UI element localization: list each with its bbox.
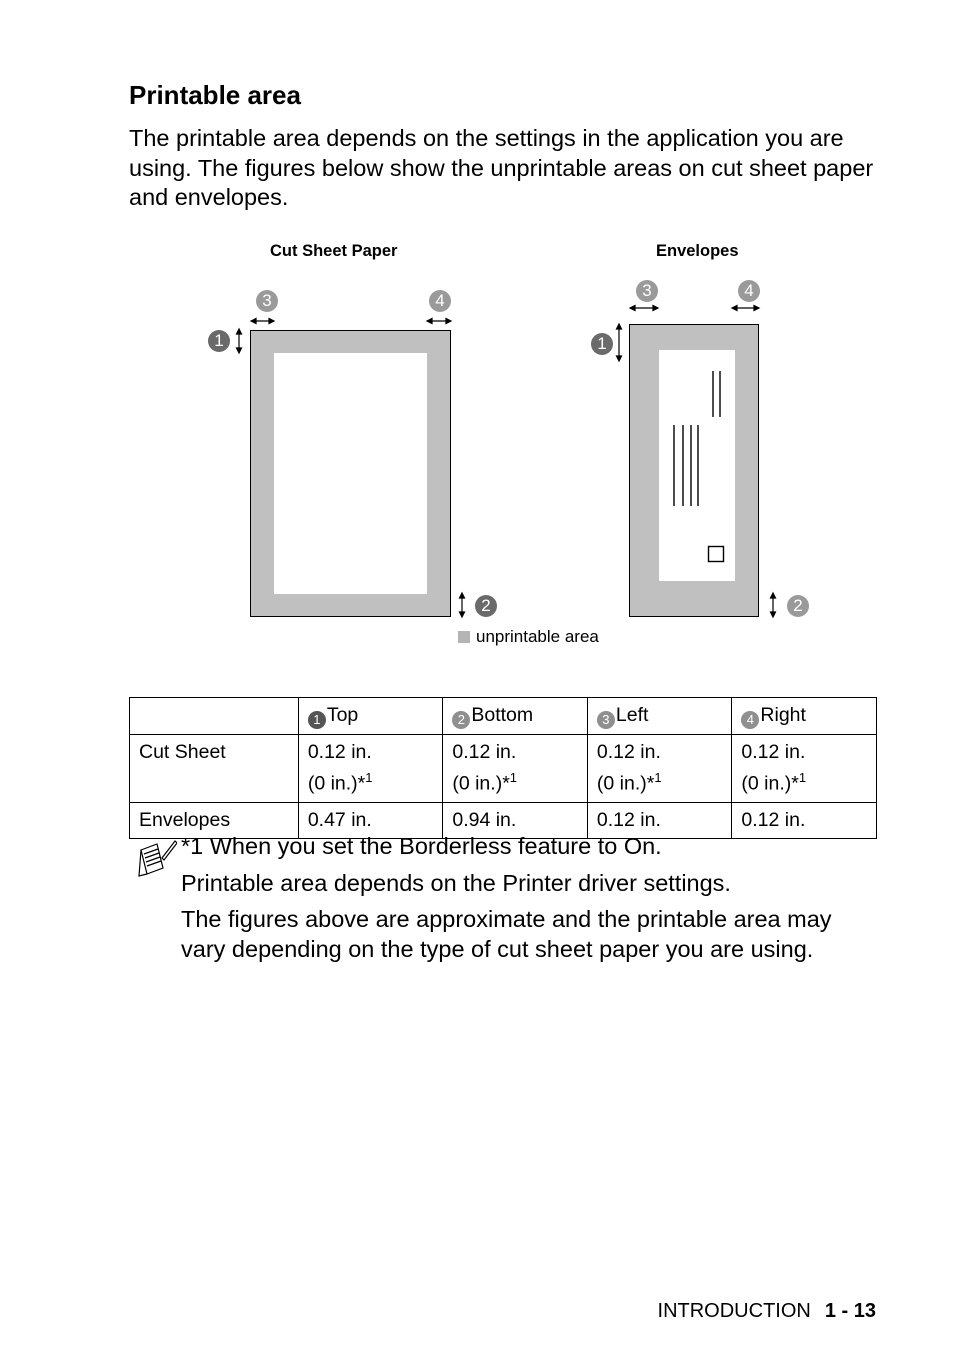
badge-left: 3 [597,711,615,729]
badge-bottom: 2 [787,595,809,617]
table-header-left: 3 Left [587,698,732,735]
table-header-bottom: 2 Bottom [443,698,588,735]
cell-left: 0.12 in. (0 in.)*$^1$ [587,735,732,803]
cell-left: 0.12 in. [587,802,732,838]
badge-left: 3 [636,280,658,302]
badge-left: 3 [256,290,278,312]
legend-label: unprintable area [476,627,599,646]
cell-right: 0.12 in. (0 in.)*$^1$ [732,735,877,803]
badge-right: 4 [741,711,759,729]
table-header-row [130,698,877,735]
note-approximate: The figures above are approximate and the printable area may vary depending on the type of cut sheet paper you are using. [181,906,832,962]
envelope-paper [629,324,759,617]
table-row [130,735,877,803]
page-number: 1 - 13 [824,1300,876,1322]
envelopes-label: Envelopes [656,242,739,260]
note-pencil-icon [135,838,177,880]
badge-top: 1 [308,711,326,729]
page-title: Printable area [129,80,301,110]
legend [458,627,599,647]
cut-sheet-label: Cut Sheet Paper [270,242,398,260]
stamp-box [709,547,724,562]
notes [181,832,881,971]
cell-top: 0.12 in. (0 in.)*$^1$ [298,735,443,803]
page-footer [658,1300,876,1323]
envelope-printable-area [659,350,735,581]
cell-right: 0.12 in. [732,802,877,838]
cell-top: 0.47 in. [298,802,443,838]
badge-right: 4 [429,290,451,312]
unprintable-swatch [458,631,470,643]
badge-bottom: 2 [452,711,470,729]
badge-top: 1 [208,330,230,352]
envelope-address-lines [659,350,735,581]
table-header-top: 1 Top [298,698,443,735]
cell-bottom: 0.12 in. (0 in.)*$^1$ [443,735,588,803]
intro-paragraph: The printable area depends on the settings in the application you are using. The figures below show the unprintable areas on cut sheet paper and envelopes. [129,125,874,210]
margins-table [129,697,877,839]
badge-bottom: 2 [475,595,497,617]
badge-right: 4 [738,280,760,302]
table-header-empty [130,698,299,735]
footer-section: INTRODUCTION [657,1300,811,1322]
row-label: Cut Sheet [130,735,299,803]
note-driver: Printable area depends on the Printer driver settings. [181,869,731,896]
row-label: Envelopes [130,802,299,838]
table-header-right: 4 Right [732,698,877,735]
badge-top: 1 [591,333,613,355]
cell-bottom: 0.94 in. [443,802,588,838]
note-footnote: *1 When you set the Borderless feature to On. [181,833,662,859]
